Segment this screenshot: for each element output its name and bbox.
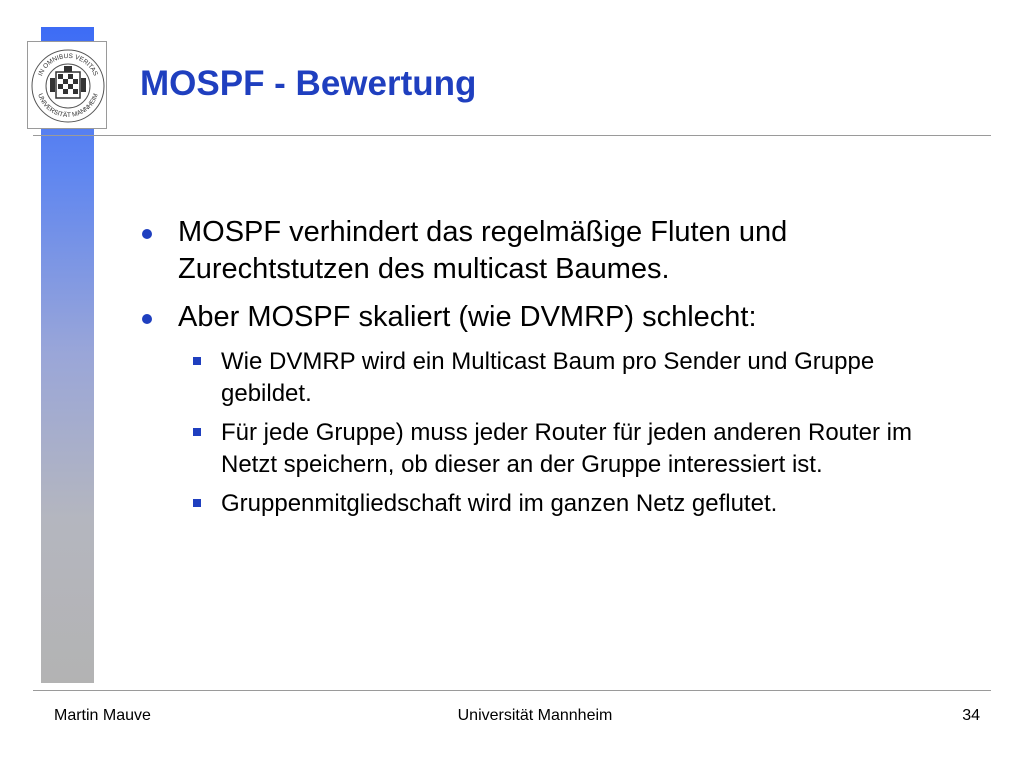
bullet-text: Aber MOSPF skaliert (wie DVMRP) schlecht: — [178, 301, 757, 333]
bullet-square-icon — [193, 499, 201, 507]
bullet-item — [140, 299, 940, 336]
bullet-dot-icon — [142, 314, 152, 324]
slide-content — [140, 214, 940, 527]
footer-divider — [33, 690, 991, 691]
bullet-square-icon — [193, 357, 201, 365]
sub-bullet-item — [193, 488, 940, 520]
bullet-dot-icon — [142, 229, 152, 239]
sub-bullet-text: Für jede Gruppe) muss jeder Router für jeden anderen Router im Netzt speichern, ob dieser an der Gruppe interessiert ist. — [221, 419, 913, 478]
sub-bullet-item — [193, 346, 940, 410]
page-number: 34 — [962, 707, 980, 724]
sub-bullet-list — [140, 346, 940, 520]
seal-text-top: IN OMNIBUS VERITAS — [37, 52, 99, 78]
sub-bullet-text: Gruppenmitgliedschaft wird im ganzen Netz geflutet. — [221, 490, 778, 517]
sub-bullet-text: Wie DVMRP wird ein Multicast Baum pro Sender und Gruppe gebildet. — [221, 348, 875, 407]
university-logo — [27, 41, 107, 129]
sub-bullet-item — [193, 417, 940, 481]
university-seal-icon — [28, 42, 108, 130]
bullet-text: MOSPF verhindert das regelmäßige Fluten und Zurechtstutzen des multicast Baumes. — [178, 216, 788, 285]
slide-title: MOSPF - Bewertung — [140, 64, 477, 103]
title-divider — [33, 135, 991, 136]
seal-text-bottom: UNIVERSITÄT MANNHEIM — [36, 92, 100, 120]
bullet-square-icon — [193, 428, 201, 436]
bullet-item — [140, 214, 940, 288]
footer-institution: Universität Mannheim — [457, 707, 613, 724]
svg-text:UNIVERSITÄT MANNHEIM — [36, 93, 100, 119]
footer-author: Martin Mauve — [54, 707, 151, 724]
